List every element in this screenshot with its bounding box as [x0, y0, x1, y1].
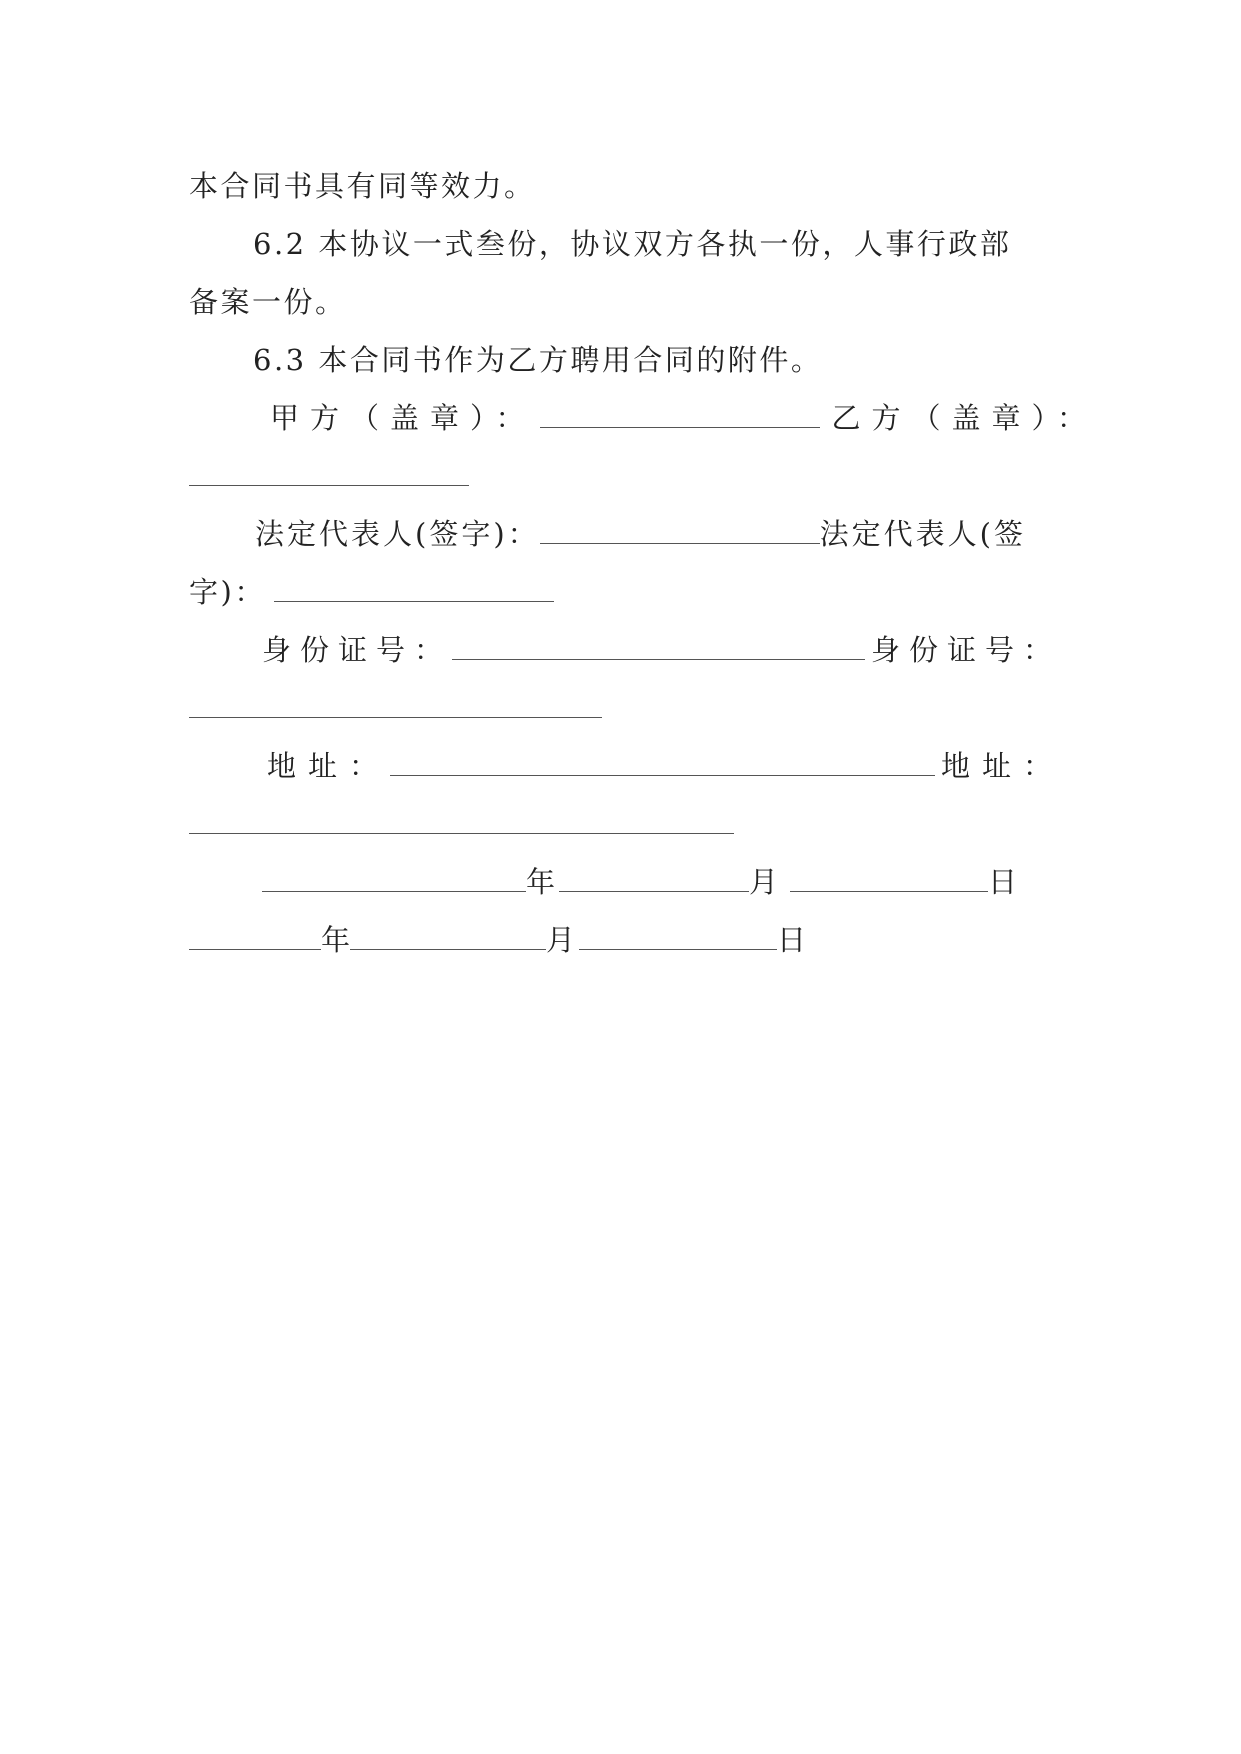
party-b-representative-row [189, 572, 1059, 612]
date-row [262, 862, 1059, 902]
party-b-month-blank[interactable] [350, 923, 546, 950]
representative-row [255, 514, 1059, 554]
address-row [267, 746, 1065, 786]
seal-row [270, 398, 1098, 438]
party-b-seal-blank-row [189, 456, 1059, 496]
party-a-day-blank[interactable] [790, 865, 988, 892]
id-number-row [262, 630, 1062, 670]
party-a-address-blank[interactable] [390, 749, 935, 776]
party-a-day-label: 日 [988, 865, 1018, 899]
party-b-id-label: 身份证号： [871, 633, 1062, 667]
party-a-seal-label: 甲方（盖章）： [270, 401, 536, 435]
party-b-day-blank[interactable] [579, 923, 777, 950]
party-b-year-blank[interactable] [189, 923, 321, 950]
party-b-representative-blank[interactable] [274, 575, 554, 602]
party-b-address-blank-row [189, 804, 1059, 844]
party-b-month-label: 月 [546, 923, 576, 957]
party-b-seal-blank[interactable] [189, 459, 469, 486]
party-b-address-label: 地址： [941, 749, 1065, 783]
party-b-seal-label: 乙方（盖章）： [831, 401, 1098, 435]
party-a-year-label: 年 [526, 865, 556, 899]
party-b-representative-label-part1: 法定代表人(签 [819, 517, 1026, 551]
party-a-representative-blank[interactable] [540, 517, 820, 544]
clause-6-2-line-2: 备案一份。 [189, 285, 347, 319]
clause-6-3: 6.3 本合同书作为乙方聘用合同的附件。 [253, 343, 823, 377]
date-row-2 [189, 920, 1059, 960]
clause-6-2-line-1: 6.2 本协议一式叁份，协议双方各执一份，人事行政部 [253, 227, 1012, 261]
party-a-representative-label: 法定代表人(签字)： [255, 517, 540, 551]
party-a-id-label: 身份证号： [262, 633, 453, 667]
clause-6-1-continuation: 本合同书具有同等效力。 [189, 169, 536, 203]
party-a-month-label: 月 [749, 865, 779, 899]
party-b-year-label: 年 [321, 923, 351, 957]
party-a-address-label: 地址： [267, 749, 391, 783]
party-b-representative-label-part2: 字)： [189, 575, 266, 609]
party-a-seal-blank[interactable] [540, 401, 820, 428]
party-a-month-blank[interactable] [559, 865, 749, 892]
party-b-id-blank[interactable] [189, 691, 602, 718]
party-b-day-label: 日 [777, 923, 807, 957]
party-b-id-blank-row [189, 688, 1059, 728]
party-a-year-blank[interactable] [262, 865, 526, 892]
party-a-id-blank[interactable] [452, 633, 865, 660]
party-b-address-blank[interactable] [189, 807, 734, 834]
